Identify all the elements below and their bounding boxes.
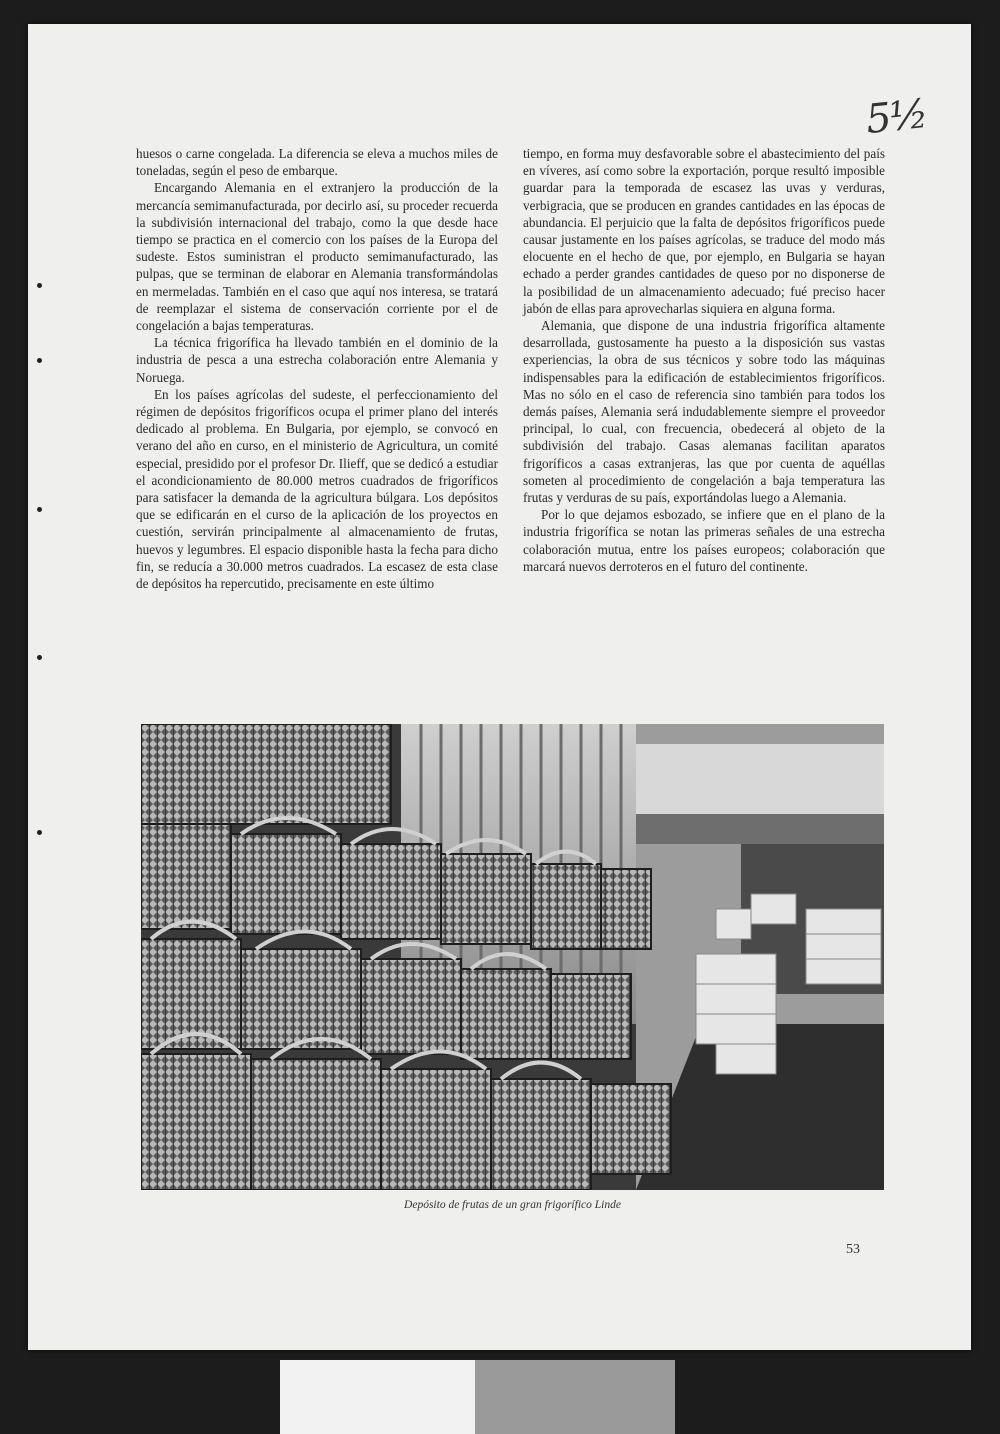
calibration-white-patch [280, 1360, 475, 1434]
handwritten-page-note: 5½ [863, 90, 929, 144]
document-page [28, 24, 971, 1350]
margin-mark [37, 358, 42, 363]
calibration-gray-patch [475, 1360, 675, 1434]
warehouse-photo [141, 724, 884, 1190]
paragraph: Encargando Alemania en el extranjero la producción de la mercancía semimanufacturada, por decirlo así, su proceder recuerda la subdivisión internacional del trabajo, como la que desde hace tiempo se practica en el comercio con los países de la Europa del sudeste. Estos suministran el producto semimanufacturado, las pulpas, que se terminan de elaborar en Alemania transformándolas en mermeladas. También en el caso que aquí nos interesa, se tratará de reemplazar el sistema de conservación corriente por el de congelación a bajas temperaturas. [136, 180, 498, 334]
page-number: 53 [846, 1242, 860, 1257]
left-text-column [136, 145, 498, 592]
margin-mark [37, 507, 42, 512]
photo-caption: Depósito de frutas de un gran frigorífico Linde [404, 1199, 621, 1211]
margin-mark [37, 830, 42, 835]
margin-mark [37, 283, 42, 288]
paragraph: La técnica frigorífica ha llevado también en el dominio de la industria de pesca a una estrecha colaboración entre Alemania y Noruega. [136, 335, 498, 385]
basket-storage-illustration [141, 724, 884, 1190]
paragraph: Por lo que dejamos esbozado, se infiere que en el plano de la industria frigorífica se notan las primeras señales de una estrecha colaboración mutua, entre los países europeos; colaboración que marcará nuevos derroteros en el futuro del continente. [523, 507, 885, 574]
paragraph: En los países agrícolas del sudeste, el perfeccionamiento del régimen de depósitos frigoríficos ocupa el primer plano del interés dedicado al problema. En Bulgaria, por ejemplo, se convocó en verano del año en curso, en el ministerio de Agricultura, un comité especial, presidido por el profesor Dr. Ilieff, que se dedicó a estudiar el acondicionamiento de 80.000 metros cuadrados de frigoríficos para satisfacer la demanda de la agricultura búlgara. Los depósitos que se edificarán en el curso de la aplicación de los proyectos en cuestión, servirán principalmente al almacenamiento de frutas, huevos y legumbres. El espacio disponible hasta la fecha para dicho fin, se reducía a 30.000 metros cuadrados. La escasez de esta clase de depósitos ha repercutido, precisamente en este último [136, 386, 498, 592]
paragraph: tiempo, en forma muy desfavorable sobre el abastecimiento del país en víveres, así como sobre la exportación, porque resultó imposible guardar para la temporada de escasez las uvas y verduras, verbigracia, que se producen en grandes cantidades en las épocas de abundancia. El perjuicio que la falta de depósitos frigoríficos puede causar justamente en los países agrícolas, se traduce del modo más elocuente en el hecho de que, por ejemplo, en Bulgaria se hayan echado a perder grandes cantidades de queso por no disponerse de la posibilidad de un almacenamiento adecuado; fué preciso hacer jabón de ellas para aprovecharlas siquiera en alguna forma. [523, 146, 885, 316]
paragraph: Alemania, que dispone de una industria frigorífica altamente desarrollada, gustosamente ha puesto a la disposición sus vastas experiencias, la obra de sus técnicos y sobre todo las máquinas indispensables para la edificación de establecimientos frigoríficos. Mas no sólo en el caso de referencia sino también para todos los demás países, Alemania será indudablemente siempre el proveedor principal, lo cual, con frecuencia, obedecerá al objeto de la subdivisión del trabajo. Casas alemanas facilitan aparatos frigoríficos a casas extranjeras, las que por cuenta de aquéllas someten al procedimiento de congelación a baja temperatura las frutas y verduras de su país, exportándolas luego a Alemania. [523, 318, 885, 506]
margin-mark [37, 655, 42, 660]
right-text-column [523, 145, 885, 575]
paragraph: huesos o carne congelada. La diferencia se eleva a muchos miles de toneladas, según el peso de embarque. [136, 146, 498, 179]
